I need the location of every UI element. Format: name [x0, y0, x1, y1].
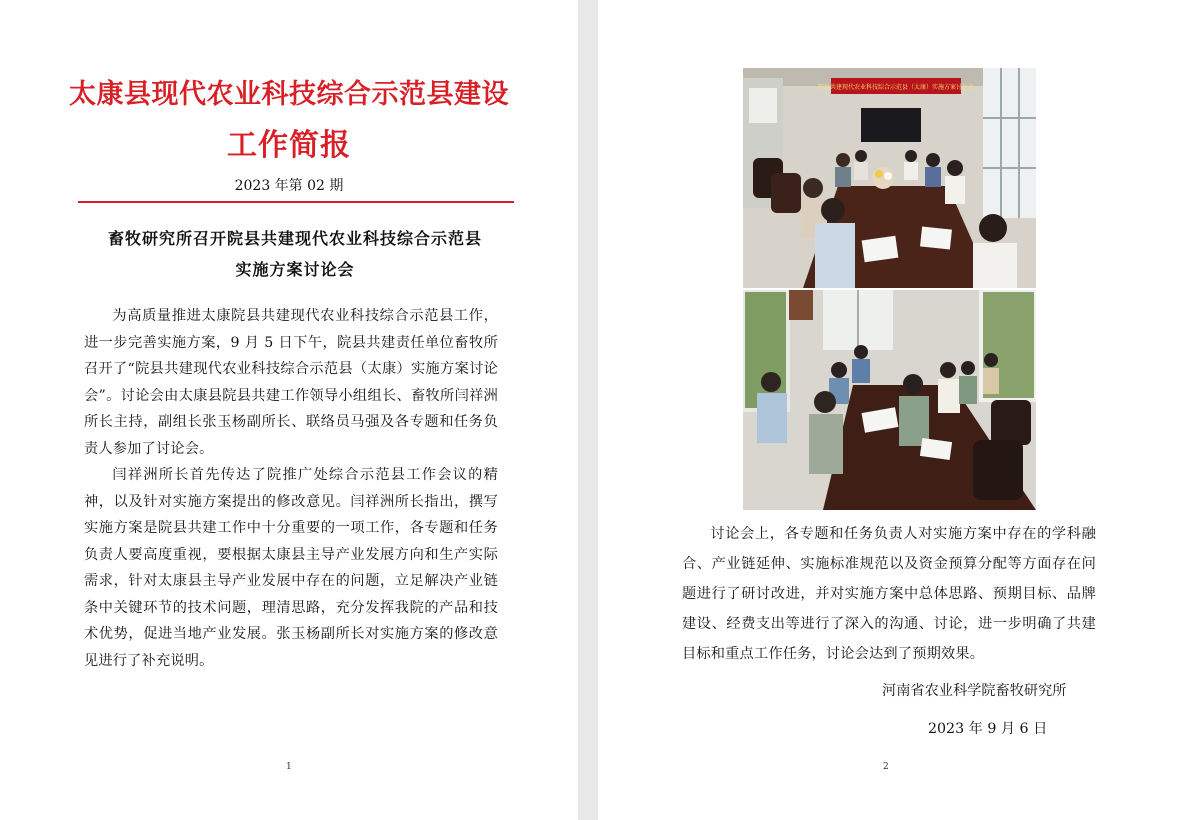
paragraph: 为高质量推进太康院县共建现代农业科技综合示范县工作，进一步完善实施方案，9 月 5 日下午，院县共建责任单位畜牧所召开了“院县共建现代农业科技综合示范县（太康）实施方案讨论会”。讨论会由太康县院县共建工作领导小组组长、畜牧所闫祥洲所长主持，副组长张玉杨副所长、联络员马强及各专题和任务负责人参加了讨论会。 [84, 308, 498, 457]
bulletin-title-line2: 工作简报 [227, 128, 351, 163]
meeting-photo-2 [743, 290, 1036, 510]
red-divider [78, 201, 514, 203]
paragraph: 讨论会上，各专题和任务负责人对实施方案中存在的学科融合、产业链延伸、实施标准规范以及资金预算分配等方面存在问题进行了研讨改进，并对实施方案中总体思路、预期目标、品牌建设、经费支出等进行了深入的沟通、讨论，进一步明确了共建目标和重点工作任务，讨论会达到了预期效果。 [682, 526, 1096, 662]
article-headline-line2: 实施方案讨论会 [235, 260, 355, 279]
page-number: 2 [883, 762, 889, 772]
svg-text:院县共建现代农业科技综合示范县（太康）实施方案讨论会: 院县共建现代农业科技综合示范县（太康）实施方案讨论会 [817, 84, 975, 91]
document-page-1 [0, 0, 578, 820]
meeting-photo-1 [743, 68, 1036, 288]
article-body [84, 303, 498, 674]
meeting-photo-1-image [743, 68, 1036, 288]
article-headline-line1: 畜牧研究所召开院县共建现代农业科技综合示范县 [107, 229, 482, 248]
page-number: 1 [286, 762, 292, 772]
issue-number: 2023 年第 02 期 [234, 178, 344, 194]
signature-organization: 河南省农业科学院畜牧研究所 [882, 683, 1067, 699]
meeting-photo-2-image [743, 290, 1036, 510]
paragraph: 闫祥洲所长首先传达了院推广处综合示范县工作会议的精神，以及针对实施方案提出的修改意见。闫祥洲所长指出，撰写实施方案是院县共建工作中十分重要的一项工作，各专题和任务负责人要高度重视，要根据太康县主导产业发展方向和生产实际需求，针对太康县主导产业发展中存在的问题，立足解决产业链条中关键环节的技术问题，理清思路，充分发挥我院的产品和技术优势，促进当地产业发展。张玉杨副所长对实施方案的修改意见进行了补充说明。 [84, 467, 498, 669]
article-body-continued [682, 519, 1096, 669]
page-gutter [578, 0, 598, 820]
bulletin-title-line1: 太康县现代农业科技综合示范县建设 [69, 79, 509, 110]
document-page-2 [598, 0, 1177, 820]
signature-date: 2023 年 9 月 6 日 [928, 721, 1048, 737]
